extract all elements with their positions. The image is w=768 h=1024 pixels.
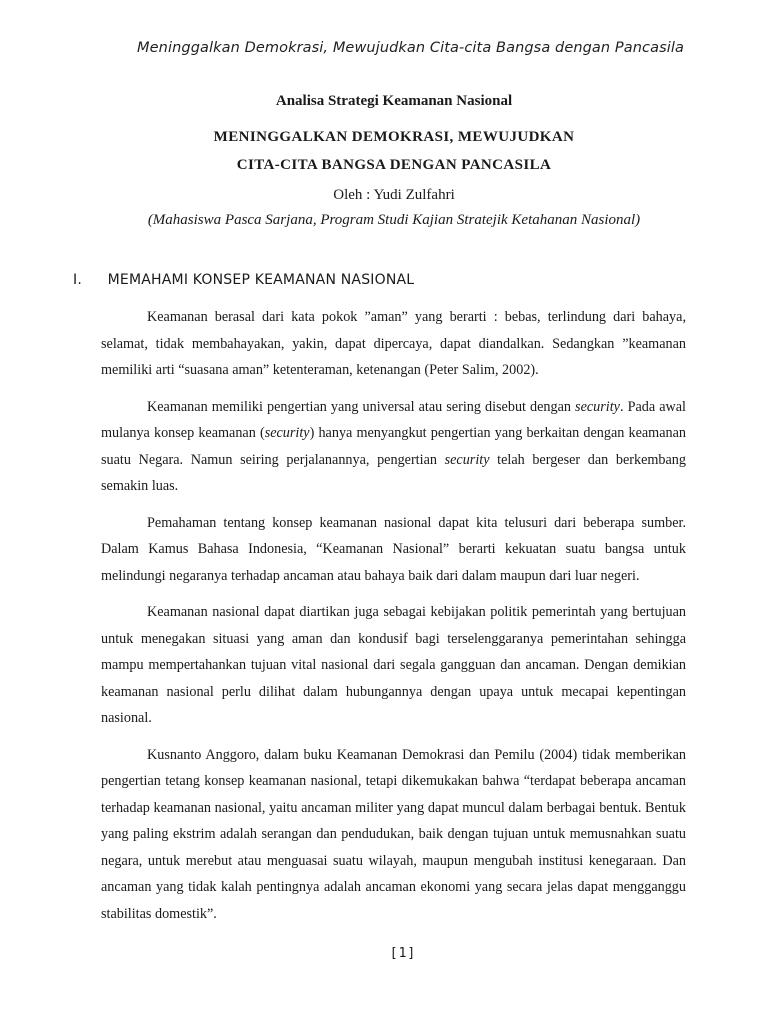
section-title: MEMAHAMI KONSEP KEAMANAN NASIONAL <box>107 272 415 288</box>
author-affiliation: (Mahasiswa Pasca Sarjana, Program Studi Kajian Stratejik Ketahanan Nasional) <box>147 212 641 228</box>
paragraph-2-text: . Pada awal mulanya konsep keamanan ( <box>101 398 686 441</box>
italic-term: security <box>264 425 310 441</box>
author-line: Oleh : Yudi Zulfahri <box>333 187 455 203</box>
section-heading <box>73 272 414 288</box>
title-line-2: CITA-CITA BANGSA DENGAN PANCASILA <box>236 157 552 173</box>
section-number: I. <box>73 272 82 288</box>
document-type: Analisa Strategi Keamanan Nasional <box>275 93 513 109</box>
paragraph-4: Keamanan nasional dapat diartikan juga sebagai kebijakan politik pemerintah yang bertujuan untuk menegakan situasi yang aman dan kondusif bagi terselenggaranya pemerintahan sehingga mampu mempertahankan tujuan vital nasional dari segala gangguan dan ancaman. Dengan demikian keamanan nasional perlu dilihat dalam hubungannya dengan upaya untuk mecapai kepentingan nasional. <box>101 604 686 726</box>
running-header: Meninggalkan Demokrasi, Mewujudkan Cita-cita Bangsa dengan Pancasila <box>137 40 684 56</box>
paragraph-3: Pemahaman tentang konsep keamanan nasional dapat kita telusuri dari beberapa sumber. Dalam Kamus Bahasa Indonesia, “Keamanan Nasional” berarti kekuatan suatu bangsa untuk melindungi negaranya terhadap ancaman atau bahaya baik dari dalam maupun dari luar negeri. <box>101 514 686 584</box>
paragraph-1: Keamanan berasal dari kata pokok ”aman” yang berarti : bebas, terlindung dari bahaya, selamat, tidak membahayakan, yakin, dapat dipercaya, dapat diandalkan. Sedangkan ”keamanan memiliki arti “suasana aman” ketenteraman, ketenangan (Peter Salim, 2002). <box>101 309 686 378</box>
paragraph-2-text: Keamanan memiliki pengertian yang universal atau sering disebut dengan <box>147 398 576 415</box>
paragraph-2 <box>101 394 686 500</box>
body-text <box>101 304 686 937</box>
italic-term: security <box>575 398 620 415</box>
title-line-1: MENINGGALKAN DEMOKRASI, MEWUJUDKAN <box>213 129 575 145</box>
page-number: [1] <box>389 946 417 961</box>
paragraph-2-text: telah bergeser dan berkembang semakin luas. <box>101 451 686 494</box>
paragraph-5: Kusnanto Anggoro, dalam buku Keamanan Demokrasi dan Pemilu (2004) tidak memberikan pengertian tetang konsep keamanan nasional, tetapi dikemukakan bahwa “terdapat beberapa ancaman terhadap keamanan nasional, yaitu ancaman militer yang dapat muncul dalam berbagai bentuk. Bentuk yang paling ekstrim adalah serangan dan pendudukan, baik dengan tujuan untuk memusnahkan suatu negara, untuk merebut atau menguasai suatu wilayah, maupun mengubah institusi kenegaraan. Dan ancaman yang tidak kalah pentingnya adalah ancaman ekonomi yang secara jelas dapat mengganggu stabilitas domestik”. <box>101 746 686 922</box>
italic-term: security <box>444 451 490 468</box>
paragraph-2-text: ) hanya menyangkut pengertian yang berkaitan dengan keamanan suatu Negara. Namun seiring perjalanannya, pengertian <box>101 425 686 468</box>
